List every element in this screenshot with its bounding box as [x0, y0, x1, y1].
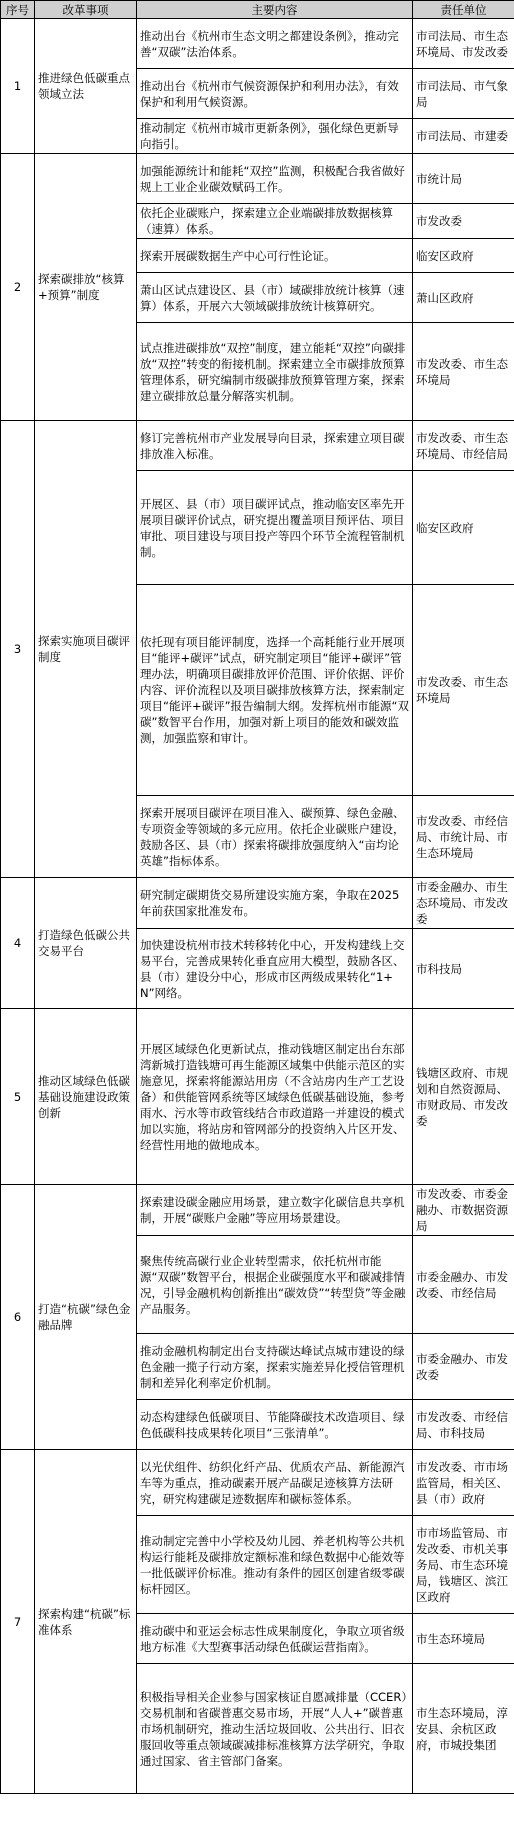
- cell-seq: 4: [1, 878, 35, 1009]
- cell-main-content: 以光伏组件、纺织化纤产品、优质农产品、新能源汽车等为重点，推动碳素开展产品碳足迹核算方法研究，研究构建碳足迹数据库和碳标签体系。: [137, 1450, 413, 1516]
- cell-main-content: 研究制定碳期货交易所建设实施方案，争取在2025年前获国家批准发布。: [137, 878, 413, 929]
- cell-responsible-unit: 市市场监管局、市发改委、市机关事务局、市生态环境局，钱塘区、滨江区政府: [413, 1516, 514, 1614]
- cell-main-content: 聚焦传统高碳行业企业转型需求，依托杭州市能源“双碳”数智平台，根据企业碳强度水平和碳减排情况，引导金融机构创新推出“碳效贷”“转型贷”等金融产品服务。: [137, 1236, 413, 1334]
- cell-main-content: 试点推进碳排放“双控”制度，建立能耗“双控”向碳排放“双控”转变的衔接机制。探索建立全市碳排放预算管理体系，研究编制市级碳排放预算管理方案，探索建立碳排放总量分解落实机制。: [137, 323, 413, 421]
- cell-seq: 7: [1, 1450, 35, 1794]
- cell-responsible-unit: 市发改委、市生态环境局、市经信局: [413, 421, 514, 471]
- cell-main-content: 开展区域绿色化更新试点，推动钱塘区制定出台东部湾新城打造钱塘可再生能源区域集中供能示范区的实施意见，探索将能源站用房（不含站房内生产工艺设备）和供能管网系统等区域绿色低碳基础设施，参考雨水、污水等市政管线结合市政道路一并建设的模式加以实施，将站房和管网部分的投资纳入片区开发、经营性用地的做地成本。: [137, 1009, 413, 1185]
- cell-main-content: 动态构建绿色低碳项目、节能降碳技术改造项目、绿色低碳科技成果转化项目“三张清单”。: [137, 1400, 413, 1450]
- cell-reform-item: 打造“杭碳”绿色金融品牌: [35, 1185, 137, 1450]
- table-row: [1, 1009, 514, 1185]
- header-content: 主要内容: [137, 1, 413, 19]
- table-row: [1, 1185, 514, 1236]
- cell-reform-item: 打造绿色低碳公共交易平台: [35, 878, 137, 1009]
- cell-main-content: 修订完善杭州市产业发展导向目录，探索建立项目碳排放准入标准。: [137, 421, 413, 471]
- cell-responsible-unit: 临安区政府: [413, 239, 514, 273]
- cell-main-content: 推动碳中和亚运会标志性成果制度化，争取立项省级地方标准《大型赛事活动绿色低碳运营指南》。: [137, 1614, 413, 1664]
- cell-main-content: 探索开展项目碳评在项目准入、碳预算、绿色金融、专项资金等领域的多元应用。依托企业碳账户建设，鼓励各区、县（市）探索将碳排放强度纳入“亩均论英雄”指标体系。: [137, 796, 413, 878]
- header-seq: 序号: [1, 1, 35, 19]
- cell-main-content: 推动出台《杭州市气候资源保护和利用办法》，有效保护和利用气候资源。: [137, 69, 413, 119]
- cell-reform-item: 探索碳排放“核算+预算”制度: [35, 154, 137, 421]
- header-unit: 责任单位: [413, 1, 514, 19]
- cell-responsible-unit: 市委金融办、市发改委、市经信局: [413, 1236, 514, 1334]
- cell-responsible-unit: 市发改委、市生态环境局: [413, 323, 514, 421]
- table-row: [1, 421, 514, 471]
- cell-main-content: 依托企业碳账户，探索建立企业端碳排放数据核算（速算）体系。: [137, 204, 413, 239]
- cell-seq: 1: [1, 19, 35, 154]
- cell-main-content: 依托现有项目能评制度，选择一个高耗能行业开展项目“能评+碳评”试点，研究制定项目“能评+碳评”管理办法，明确项目碳排放评价范围、评价依据、评价内容、评价流程以及项目碳排放核算方法，探索制定项目“能评+碳评”报告编制大纲。发挥杭州市能源“双碳”数智平台作用，加强对新上项目的能效和碳效监测，加强监察和审计。: [137, 585, 413, 796]
- cell-responsible-unit: 市发改委、市经信局、市统计局、市生态环境局: [413, 796, 514, 878]
- cell-main-content: 推动金融机构制定出台支持碳达峰试点城市建设的绿色金融一揽子行动方案，探索实施差异化授信管理机制和差异化利率定价机制。: [137, 1334, 413, 1400]
- table-body: [1, 19, 514, 1794]
- cell-responsible-unit: 市生态环境局，淳安县、余杭区政府，市城投集团: [413, 1664, 514, 1794]
- cell-main-content: 推动出台《杭州市生态文明之都建设条例》，推动完善“双碳”法治体系。: [137, 19, 413, 69]
- cell-reform-item: 推进绿色低碳重点领域立法: [35, 19, 137, 154]
- cell-main-content: 开展区、县（市）项目碳评试点，推动临安区率先开展项目碳评价试点，研究提出覆盖项目预评估、项目审批、项目建设与项目投产等四个环节全流程管制机制。: [137, 471, 413, 585]
- cell-responsible-unit: 市发改委、市生态环境局: [413, 585, 514, 796]
- cell-main-content: 加快建设杭州市技术转移转化中心，开发构建线上交易平台，完善成果转化垂直应用大模型，鼓励各区、县（市）建设分中心，形成市区两级成果转化“1+N”网络。: [137, 929, 413, 1009]
- cell-responsible-unit: 市司法局、市气象局: [413, 69, 514, 119]
- table-row: [1, 154, 514, 204]
- cell-main-content: 加强能源统计和能耗“双控”监测，积极配合我省做好规上工业企业碳效赋码工作。: [137, 154, 413, 204]
- cell-main-content: 探索开展碳数据生产中心可行性论证。: [137, 239, 413, 273]
- cell-responsible-unit: 市委金融办、市发改委: [413, 1334, 514, 1400]
- header-item: 改革事项: [35, 1, 137, 19]
- cell-seq: 5: [1, 1009, 35, 1185]
- cell-seq: 3: [1, 421, 35, 878]
- cell-responsible-unit: 市委金融办、市生态环境局、市发改委: [413, 878, 514, 929]
- cell-reform-item: 探索实施项目碳评制度: [35, 421, 137, 878]
- cell-responsible-unit: 市发改委、市委金融办、市数据资源局: [413, 1185, 514, 1236]
- cell-main-content: 推动制定完善中小学校及幼儿园、养老机构等公共机构运行能耗及碳排放定额标准和绿色数据中心能效等一批低碳评价标准。推动有条件的园区创建省级零碳标杆园区。: [137, 1516, 413, 1614]
- cell-responsible-unit: 市司法局、市生态环境局、市发改委: [413, 19, 514, 69]
- cell-main-content: 推动制定《杭州市城市更新条例》，强化绿色更新导向指引。: [137, 119, 413, 154]
- table-row: [1, 878, 514, 929]
- cell-responsible-unit: 临安区政府: [413, 471, 514, 585]
- cell-main-content: 探索建设碳金融应用场景，建立数字化碳信息共享机制，开展“碳账户金融”等应用场景建设。: [137, 1185, 413, 1236]
- cell-seq: 2: [1, 154, 35, 421]
- cell-responsible-unit: 市科技局: [413, 929, 514, 1009]
- cell-responsible-unit: 市发改委、市市场监管局，相关区、县（市）政府: [413, 1450, 514, 1516]
- cell-responsible-unit: 市发改委: [413, 204, 514, 239]
- cell-responsible-unit: 市统计局: [413, 154, 514, 204]
- cell-responsible-unit: 萧山区政府: [413, 273, 514, 323]
- cell-responsible-unit: 市发改委、市经信局、市科技局: [413, 1400, 514, 1450]
- table-header-row: [1, 1, 514, 19]
- cell-seq: 6: [1, 1185, 35, 1450]
- cell-responsible-unit: 钱塘区政府、市规划和自然资源局、市财政局、市发改委: [413, 1009, 514, 1185]
- cell-responsible-unit: 市生态环境局: [413, 1614, 514, 1664]
- cell-reform-item: 推动区域绿色低碳基础设施建设政策创新: [35, 1009, 137, 1185]
- cell-main-content: 萧山区试点建设区、县（市）域碳排放统计核算（速算）体系，开展六大领域碳排放统计核算研究。: [137, 273, 413, 323]
- cell-main-content: 积极指导相关企业参与国家核证自愿减排量（CCER）交易机制和省碳普惠交易市场，开展“人人+”碳普惠市场机制研究，推动生活垃圾回收、公共出行、旧衣服回收等重点领域碳减排标准核算方法学研究，争取通过国家、省主管部门备案。: [137, 1664, 413, 1794]
- cell-reform-item: 探索构建“杭碳”标准体系: [35, 1450, 137, 1794]
- cell-responsible-unit: 市司法局、市建委: [413, 119, 514, 154]
- table-row: [1, 19, 514, 69]
- table-row: [1, 1450, 514, 1516]
